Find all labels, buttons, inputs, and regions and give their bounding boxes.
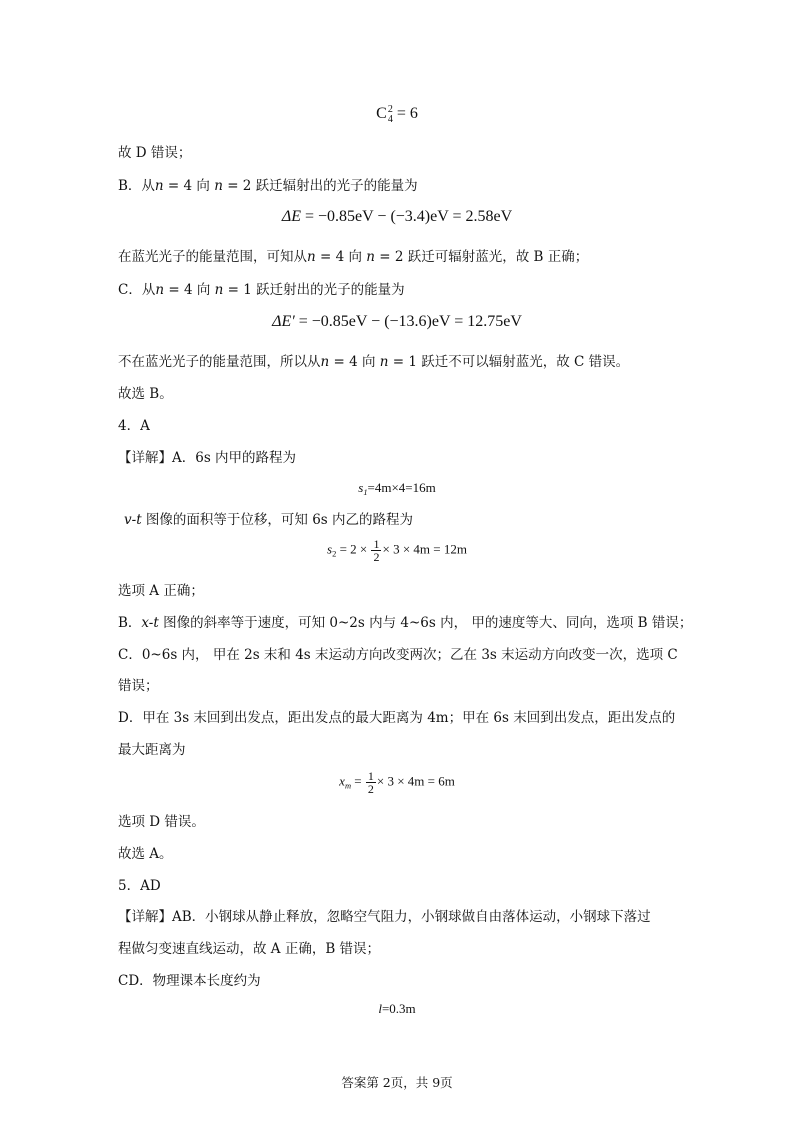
- comb-base: C: [376, 105, 387, 123]
- eq-var: x: [339, 773, 345, 789]
- text-span: 图像的面积等于位移，可知 6s 内乙的路程为: [141, 512, 414, 528]
- energy-equation-1: [0, 208, 794, 226]
- comb-sup: 2: [387, 104, 393, 115]
- eq-rhs: = −0.85eV − (−13.6)eV = 12.75eV: [294, 313, 522, 330]
- eq-var: l: [378, 1001, 382, 1016]
- italic-var: n: [320, 354, 330, 370]
- question-number: 5．AD: [118, 878, 161, 894]
- eq-rhs: =4m×4=16m: [367, 480, 436, 495]
- eq-sub: m: [344, 780, 352, 791]
- text-line: [118, 280, 405, 300]
- text-line: [118, 176, 418, 196]
- eq-part: = 2 ×: [336, 541, 368, 557]
- text-span: = 1 跃迁不可以辐射蓝光，故 C 错误。: [388, 354, 630, 370]
- text-span: = 1 跃迁射出的光子的能量为: [223, 282, 405, 298]
- text-line: 【详解】A．6s 内甲的路程为: [118, 450, 297, 466]
- text-line: 故 D 错误；: [118, 145, 192, 161]
- eq-sub: 1: [363, 486, 368, 497]
- fraction-numerator: 1: [373, 537, 380, 551]
- text-line: D．甲在 3s 末回到出发点，距出发点的最大距离为 4m；甲在 6s 末回到出发点，距出发点的: [118, 710, 676, 726]
- eq-var: s: [358, 480, 364, 495]
- energy-equation-2: [0, 313, 794, 331]
- text-line: 【详解】AB．小钢球从静止释放，忽略空气阻力，小钢球做自由落体运动，小钢球下落过: [118, 909, 651, 925]
- max-distance-equation: [0, 770, 794, 795]
- distance-equation-s2: [0, 538, 794, 563]
- text-span: B．: [118, 615, 142, 631]
- text-line: [118, 613, 692, 633]
- text-span: 图像的斜率等于速度，可知 0~2s 内与 4~6s 内， 甲的速度等大、同向，选项 B 错误；: [158, 615, 693, 631]
- text-line: [118, 247, 588, 267]
- text-line: C．0~6s 内， 甲在 2s 末和 4s 末运动方向改变两次；乙在 3s 末运动方向改变一次，选项 C: [118, 647, 678, 663]
- italic-var: n: [214, 282, 224, 298]
- text-line: 选项 D 错误。: [118, 814, 205, 830]
- text-span: = 2 跃迁辐射出的光子的能量为: [222, 178, 418, 194]
- eq-rhs: =0.3m: [381, 1001, 416, 1016]
- eq-part: × 3 × 4m = 12m: [382, 541, 467, 557]
- text-span: 在蓝光光子的能量范围，可知从: [118, 249, 307, 265]
- text-span: = 4 向: [315, 249, 367, 265]
- italic-var: n: [379, 354, 389, 370]
- text-line: 故选 B。: [118, 386, 173, 402]
- comb-sub: 4: [387, 113, 393, 125]
- text-line: 错误；: [118, 678, 159, 694]
- fraction-denominator: 2: [373, 550, 380, 564]
- eq-var: s: [327, 541, 333, 557]
- length-equation: [0, 1001, 794, 1017]
- comb-indices: [388, 105, 393, 124]
- text-span: 不在蓝光光子的能量范围，所以从: [118, 354, 321, 370]
- page-footer: 答案第 2页，共 9页: [341, 1075, 453, 1090]
- text-span: = 4 向: [163, 178, 215, 194]
- italic-var: n: [307, 249, 316, 265]
- question-number: 4．A: [118, 418, 150, 434]
- italic-var: n: [154, 178, 164, 194]
- text-span: = 2 跃迁可辐射蓝光，故 B 正确；: [374, 249, 589, 265]
- comb-rhs: = 6: [396, 105, 418, 123]
- fraction-denominator: 2: [367, 782, 374, 796]
- italic-var: v-t: [124, 512, 142, 528]
- text-line: CD．物理课本长度约为: [118, 973, 261, 989]
- text-span: B．从: [118, 178, 155, 194]
- eq-lhs: ΔE′: [272, 313, 295, 330]
- text-line: [118, 352, 629, 372]
- eq-rhs: = −0.85eV − (−3.4)eV = 2.58eV: [301, 208, 513, 225]
- combination-equation: [0, 105, 794, 124]
- fraction: [371, 538, 381, 563]
- fraction: [366, 770, 376, 795]
- text-span: C．从: [118, 282, 156, 298]
- distance-equation-s1: [0, 480, 794, 497]
- eq-sub: 2: [332, 548, 337, 559]
- italic-var: x-t: [141, 615, 159, 631]
- eq-lhs: ΔE: [281, 208, 301, 225]
- text-line: 程做匀变速直线运动，故 A 正确，B 错误；: [118, 941, 381, 957]
- text-line: 故选 A。: [118, 846, 173, 862]
- text-line: 选项 A 正确；: [118, 583, 204, 599]
- text-line: [124, 510, 413, 530]
- italic-var: n: [214, 178, 223, 194]
- eq-part: =: [351, 773, 362, 789]
- italic-var: n: [366, 249, 375, 265]
- italic-var: n: [155, 282, 165, 298]
- text-span: = 4 向: [164, 282, 215, 298]
- text-span: = 4 向: [329, 354, 380, 370]
- fraction-numerator: 1: [367, 769, 374, 783]
- eq-part: × 3 × 4m = 6m: [376, 773, 455, 789]
- text-line: 最大距离为: [118, 742, 186, 758]
